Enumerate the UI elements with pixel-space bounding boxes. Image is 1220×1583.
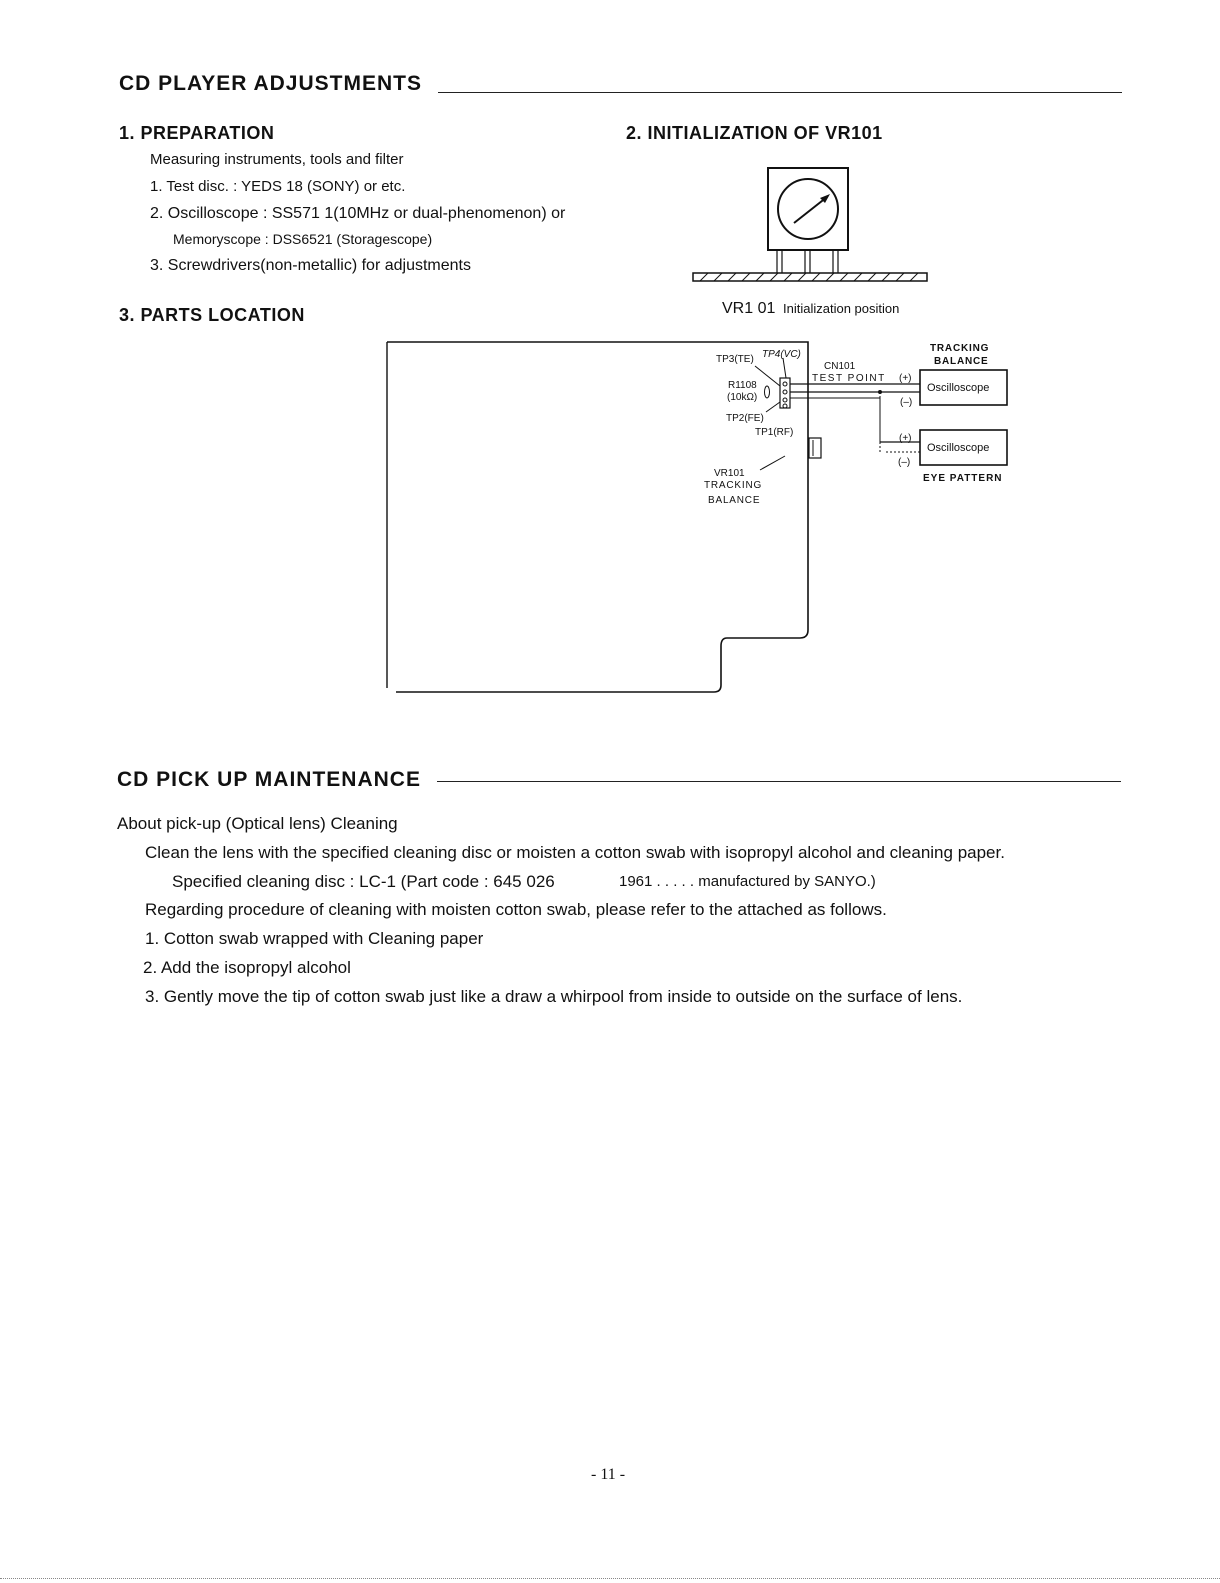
adjustments-title-rule (438, 92, 1122, 93)
preparation-intro: Measuring instruments, tools and filter (150, 151, 404, 168)
minus-label-upper: (–) (900, 397, 913, 408)
maintenance-step-2: 2. Add the isopropyl alcohol (143, 958, 351, 977)
tp3-leader (755, 366, 780, 386)
minus-label-lower: (–) (898, 457, 911, 468)
r1108-value-label: (10kΩ) (727, 392, 758, 403)
cn101-pin-4 (783, 404, 787, 408)
vr101-sublabel-1: TRACKING (704, 480, 763, 491)
vr101-sublabel-2: BALANCE (708, 495, 761, 506)
page-number: - 11 - (591, 1466, 626, 1483)
tp1-box (809, 438, 821, 458)
page-bottom-border (0, 1578, 1220, 1579)
initialization-caption-text: Initialization position (783, 301, 900, 316)
vr101-pointer (794, 197, 827, 223)
pcb-edge (693, 273, 927, 281)
preparation-heading: 1. PREPARATION (119, 123, 275, 143)
adjustments-title: CD PLAYER ADJUSTMENTS (119, 72, 422, 95)
oscilloscope-label-lower: Oscilloscope (927, 442, 990, 454)
tp3-label: TP3(TE) (716, 354, 754, 365)
preparation-item-2-cont: Memoryscope : DSS6521 (Storagescope) (173, 231, 433, 247)
preparation-item-3: 3. Screwdrivers(non-metallic) for adjustments (150, 257, 471, 274)
vr101-leader (760, 456, 785, 470)
tp2-label: TP2(FE) (726, 413, 764, 424)
cn101-pin-1 (783, 382, 787, 386)
tp2-leader (766, 402, 780, 412)
tp4-label: TP4(VC) (762, 349, 801, 360)
parts-location-heading: 3. PARTS LOCATION (119, 305, 305, 325)
maintenance-line-1: Clean the lens with the specified cleaning disc or moisten a cotton swab with isopropyl alcohol and cleaning paper. (145, 843, 1005, 862)
vr101-initialization-diagram (690, 165, 930, 285)
maintenance-subtitle: About pick-up (Optical lens) Cleaning (117, 814, 398, 833)
maintenance-line-2: Specified cleaning disc : LC-1 (Part code : 645 026 (172, 872, 555, 891)
plus-label-upper: (+) (899, 373, 912, 384)
initialization-heading: 2. INITIALIZATION OF VR101 (626, 123, 883, 143)
r1108-label: R1108 (728, 380, 757, 391)
preparation-item-1: 1. Test disc. : YEDS 18 (SONY) or etc. (150, 178, 406, 195)
maintenance-line-2-small: 1961 . . . . . manufactured by SANYO.) (619, 873, 876, 890)
cn101-pin-2 (783, 390, 787, 394)
maintenance-title: CD PICK UP MAINTENANCE (117, 768, 421, 791)
tracking-balance-label-1: TRACKING (930, 343, 990, 354)
pcb-hatching (700, 273, 918, 281)
oscilloscope-label-upper: Oscilloscope (927, 382, 990, 394)
maintenance-step-1: 1. Cotton swab wrapped with Cleaning paper (145, 929, 484, 948)
initialization-caption-code: VR1 01 (722, 300, 776, 317)
tp4-leader (783, 358, 786, 378)
cn101-pin-3 (783, 398, 787, 402)
cn101-label: CN101 (824, 361, 856, 372)
tracking-balance-label-2: BALANCE (934, 356, 989, 367)
preparation-item-2: 2. Oscilloscope : SS571 1(10MHz or dual-phenomenon) or (150, 205, 566, 222)
vr101-label: VR101 (714, 468, 745, 479)
tp1-label: TP1(RF) (755, 427, 794, 438)
maintenance-line-3: Regarding procedure of cleaning with moisten cotton swab, please refer to the attached as follows. (145, 900, 887, 919)
plus-label-lower: (+) (899, 433, 912, 444)
vr101-dial (778, 179, 838, 239)
vr101-body (768, 168, 848, 250)
r1108-resistor (765, 386, 770, 398)
maintenance-step-3: 3. Gently move the tip of cotton swab just like a draw a whirpool from inside to outside on the surface of lens. (145, 987, 963, 1006)
test-point-label: TEST POINT (812, 373, 886, 384)
eye-pattern-label: EYE PATTERN (923, 473, 1003, 484)
parts-location-diagram (380, 330, 1020, 700)
maintenance-title-rule (437, 781, 1121, 782)
